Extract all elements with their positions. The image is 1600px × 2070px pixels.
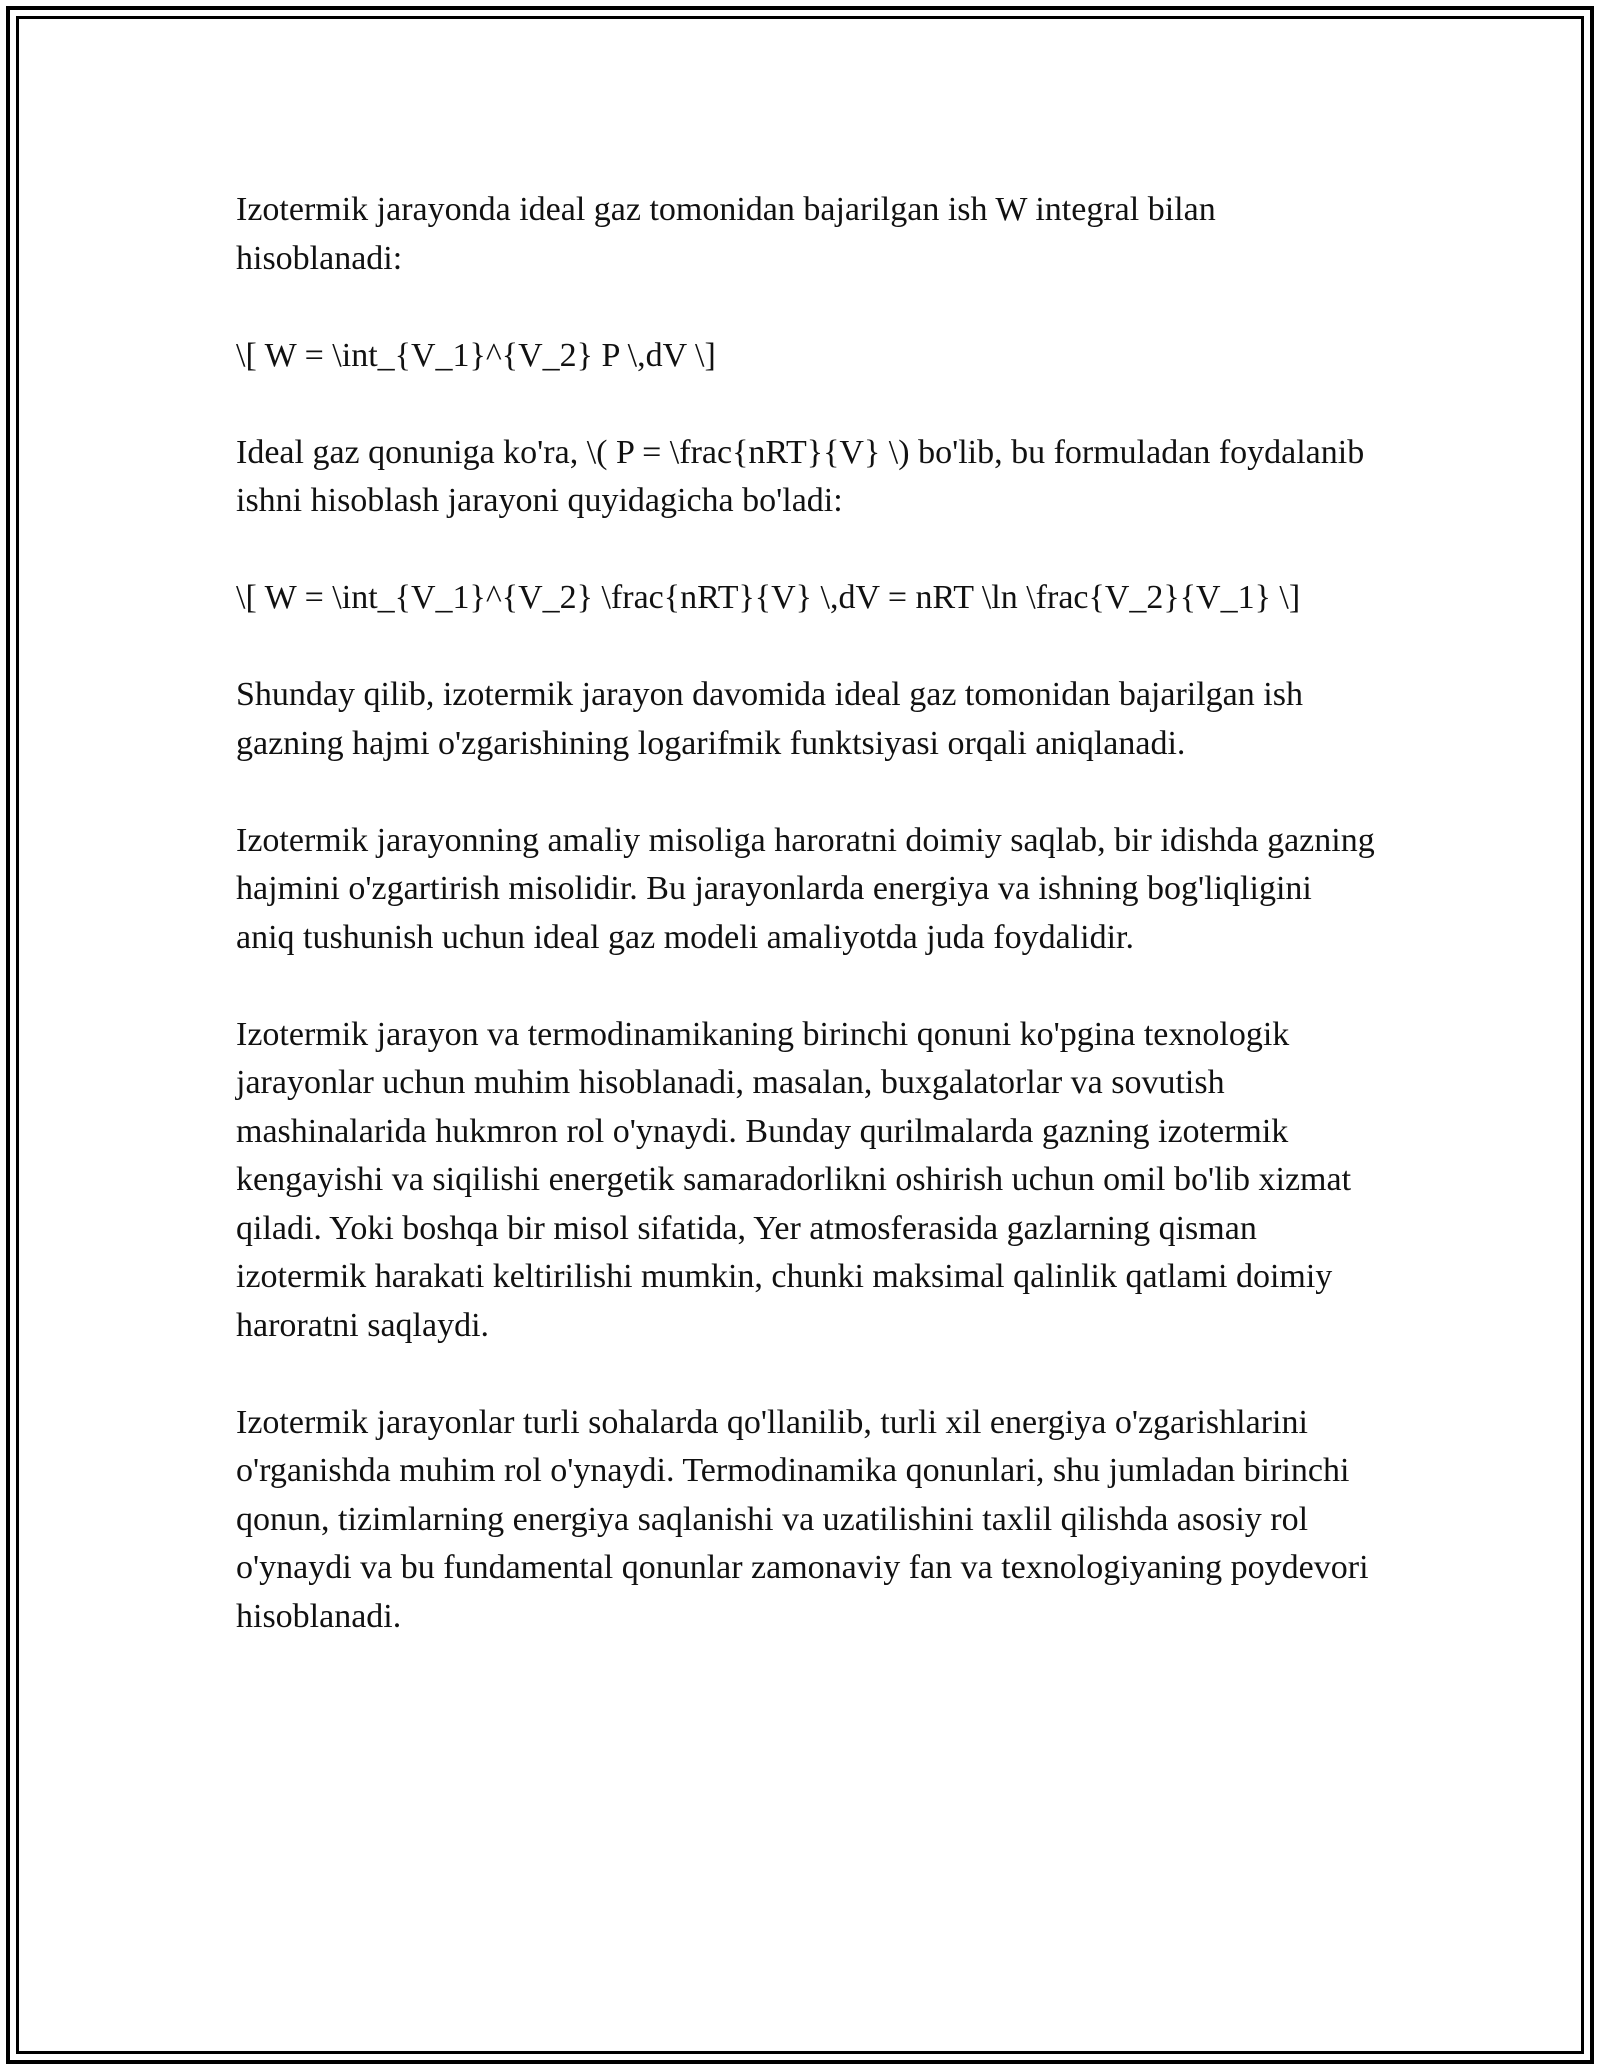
formula-work-result: \[ W = \int_{V_1}^{V_2} \frac{nRT}{V} \,dV = nRT \ln \frac{V_2}{V_1} \]	[236, 579, 1301, 616]
paragraph-conclusion: Shunday qilib, izotermik jarayon davomida ideal gaz tomonidan bajarilgan ish gazning hajmi o'zgarishining logarifmik funktsiyasi orqali aniqlanadi.	[236, 676, 1303, 762]
document-body	[236, 186, 1376, 1641]
formula-work-integral: \[ W = \int_{V_1}^{V_2} P \,dV \]	[236, 336, 716, 374]
paragraph-summary: Izotermik jarayonlar turli sohalarda qo'llanilib, turli xil energiya o'zgarishlarini o'rganishda muhim rol o'ynaydi. Termodinamika qonunlari, shu jumladan birinchi qonun, tizimlarning energiya saqlanishi va uzatilishini taxlil qilishda asosiy rol o'ynaydi va bu fundamental qonunlar zamonaviy fan va texnologiyaning poydevori hisoblanadi.	[236, 1403, 1369, 1635]
paragraph-work-integral-intro: Izotermik jarayonda ideal gaz tomonidan bajarilgan ish W integral bilan hisoblanadi:	[236, 191, 1216, 277]
paragraph-practical-example: Izotermik jarayonning amaliy misoliga haroratni doimiy saqlab, bir idishda gazning hajmini o'zgartirish misolidir. Bu jarayonlarda energiya va ishning bog'liqligini aniq tushunish uchun ideal gaz modeli amaliyotda juda foydalidir.	[236, 821, 1375, 956]
paragraph-technological-applications: Izotermik jarayon va termodinamikaning birinchi qonuni ko'pgina texnologik jarayonlar uchun muhim hisoblanadi, masalan, buxgalatorlar va sovutish mashinalarida hukmron rol o'ynaydi. Bunday qurilmalarda gazning izotermik kengayishi va siqilishi energetik samaradorlikni oshirish uchun omil bo'lib xizmat qiladi. Yoki boshqa bir misol sifatida, Yer atmosferasida gazlarning qisman izotermik harakati keltirilishi mumkin, chunki maksimal qalinlik qatlami doimiy haroratni saqlaydi.	[236, 1015, 1352, 1344]
paragraph-ideal-gas-law: Ideal gaz qonuniga ko'ra, \( P = \frac{nRT}{V} \) bo'lib, bu formuladan foydalanib ishni hisoblash jarayoni quyidagicha bo'ladi:	[236, 433, 1365, 519]
